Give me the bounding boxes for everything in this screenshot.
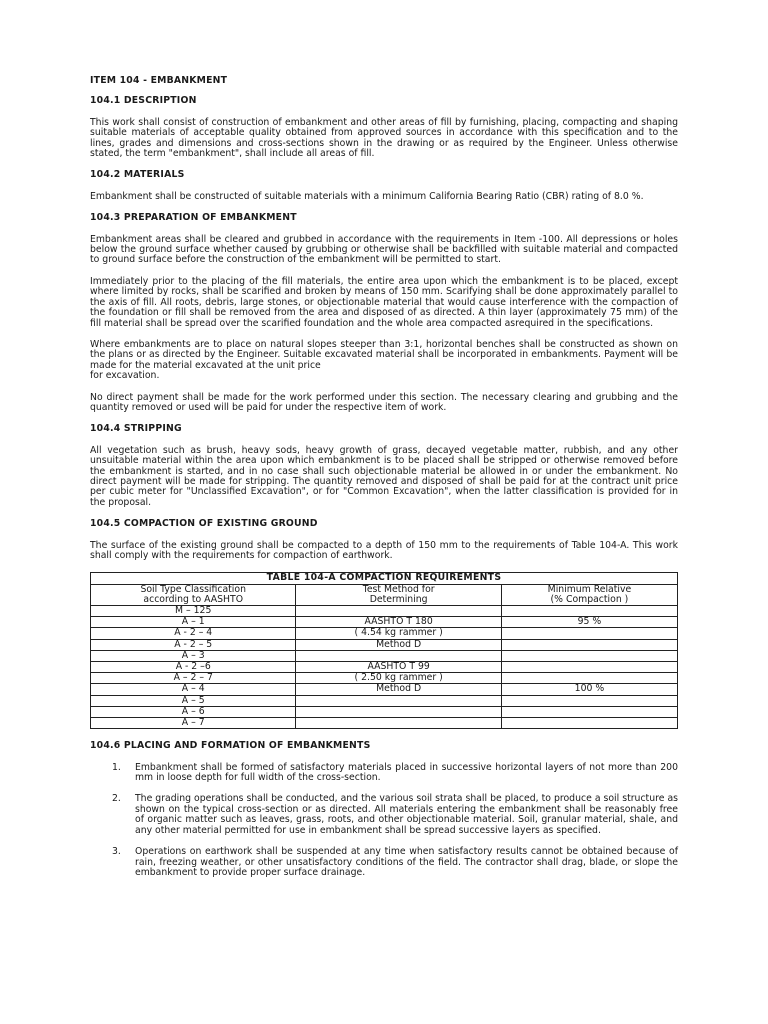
table-header-test-method [296, 584, 501, 605]
table-row [91, 662, 678, 673]
table-row [91, 617, 678, 628]
paragraph-preparation-3-tail: for excavation. [90, 370, 160, 382]
table-cell-soil: A - 2 – 4 [91, 628, 296, 639]
list-item-number: 1. [112, 761, 121, 773]
list-item [90, 794, 678, 836]
table-cell-method [296, 706, 501, 717]
table-cell-method [296, 695, 501, 706]
table-cell-soil: A – 1 [91, 617, 296, 628]
paragraph-preparation-4: No direct payment shall be made for the work performed under this section. The necessary clearing and grubbing and the quantity removed or used will be paid for under the respective item of work. [90, 391, 678, 413]
table-header-min-compaction [501, 584, 677, 605]
table-cell-soil: A – 4 [91, 684, 296, 695]
list-item-text: Operations on earthwork shall be suspended at any time when satisfactory results cannot be obtained because of rain, freezing weather, or other unsatisfactory conditions of the field. The contractor shall drag, blade, or slope the embankment to provide proper surface drainage. [135, 846, 678, 878]
table-cell-soil: M – 125 [91, 606, 296, 617]
list-item-number: 2. [112, 793, 121, 805]
item-title: ITEM 104 - EMBANKMENT [90, 75, 228, 86]
table-row [91, 628, 678, 639]
table-cell-soil: A - 2 –6 [91, 662, 296, 673]
table-cell-method: ( 4.54 kg rammer ) [296, 628, 501, 639]
table-cell-min [501, 606, 677, 617]
table-cell-min [501, 662, 677, 673]
section-heading-preparation: 104.3 PREPARATION OF EMBANKMENT [90, 212, 297, 224]
table-cell-min [501, 706, 677, 717]
document-page [90, 76, 678, 889]
paragraph-compaction: The surface of the existing ground shall be compacted to a depth of 150 mm to the requirements of Table 104-A. This work shall comply with the requirements for compaction of earthwork. [90, 539, 678, 561]
table-cell-min [501, 718, 677, 729]
table-cell-min: 100 % [501, 684, 677, 695]
table-cell-soil: A – 5 [91, 695, 296, 706]
table-cell-method: Method D [296, 684, 501, 695]
table-cell-soil: A – 2 – 7 [91, 673, 296, 684]
paragraph-preparation-3-main: Where embankments are to place on natural slopes steeper than 3:1, horizontal benches shall be constructed as shown on the plans or as directed by the Engineer. Suitable excavated material shall be incorporated in embankments. Payment will be made for the material excavated at the unit price [90, 338, 678, 371]
table-row [91, 706, 678, 717]
table-row [91, 673, 678, 684]
paragraph-description: This work shall consist of construction of embankment and other areas of fill by furnishing, placing, compacting and shaping suitable materials of acceptable quality obtained from approved sources in accordance with this specification and to the lines, grades and dimensions and cross-sections shown in the drawing or as required by the Engineer. Unless otherwise stated, the term "embankment", shall include all areas of fill. [90, 116, 678, 160]
table-cell-min [501, 628, 677, 639]
table-cell-method: AASHTO T 99 [296, 662, 501, 673]
table-row [91, 684, 678, 695]
table-row [91, 639, 678, 650]
paragraph-stripping: All vegetation such as brush, heavy sods, heavy growth of grass, decayed vegetable matter, rubbish, and any other unsuitable material within the area upon which embankment is to be placed shall be stripped or otherwise removed before the embankment is started, and in no case shall such objectionable material be allowed in or under the embankment. No direct payment will be made for stripping. The quantity removed and disposed of shall be paid for at the contract unit price per cubic meter for "Unclassified Excavation", or for "Common Excavation", when the latter classification is provided for in the proposal. [90, 444, 678, 508]
table-caption: TABLE 104-A COMPACTION REQUIREMENTS [91, 573, 678, 584]
table-cell-soil: A – 3 [91, 650, 296, 661]
list-item-text: Embankment shall be formed of satisfactory materials placed in successive horizontal layers of not more than 200 mm in loose depth for full width of the cross-section. [135, 761, 678, 784]
table-row [91, 695, 678, 706]
table-row [91, 606, 678, 617]
table-cell-method [296, 718, 501, 729]
paragraph-preparation-1: Embankment areas shall be cleared and grubbed in accordance with the requirements in Item -100. All depressions or holes below the ground surface whether caused by grubbing or otherwise shall be backfilled with suitable material and compacted to ground surface before the construction of the embankment will be permitted to start. [90, 233, 678, 266]
section-heading-compaction: 104.5 COMPACTION OF EXISTING GROUND [90, 518, 318, 530]
table-cell-method [296, 650, 501, 661]
table-header-test-method-line2: Determining [369, 593, 428, 605]
table-cell-soil: A - 2 – 5 [91, 639, 296, 650]
compaction-requirements-table [90, 572, 678, 729]
section-heading-stripping: 104.4 STRIPPING [90, 423, 182, 435]
table-row [91, 718, 678, 729]
table-header-soil-type [91, 584, 296, 605]
table-header-test-method-line1: Test Method for [362, 583, 435, 595]
table-header-min-compaction-line2: (% Compaction ) [550, 593, 629, 605]
table-header-soil-type-line1: Soil Type Classification [140, 583, 246, 595]
placing-requirements-list [90, 763, 678, 879]
table-cell-min [501, 673, 677, 684]
list-item-text: The grading operations shall be conducted, and the various soil strata shall be placed, to produce a soil structure as shown on the typical cross-section or as directed. All materials entering the embankment shall be reasonably free of organic matter such as leaves, grass, roots, and other objectionable material. Soil, granular material, shale, and any other material permitted for use in embankment shall be spread successive layers as specified. [135, 793, 678, 836]
table-row [91, 650, 678, 661]
section-heading-placing: 104.6 PLACING AND FORMATION OF EMBANKMENTS [90, 740, 371, 752]
list-item-number: 3. [112, 846, 121, 858]
table-cell-method [296, 606, 501, 617]
table-cell-min [501, 695, 677, 706]
table-cell-soil: A – 7 [91, 718, 296, 729]
table-cell-min: 95 % [501, 617, 677, 628]
paragraph-materials: Embankment shall be constructed of suitable materials with a minimum California Bearing Ratio (CBR) rating of 8.0 %. [90, 190, 644, 202]
table-header-soil-type-line2: according to AASHTO [143, 593, 244, 605]
table-cell-soil: A – 6 [91, 706, 296, 717]
table-cell-min [501, 650, 677, 661]
section-heading-materials: 104.2 MATERIALS [90, 169, 185, 181]
table-cell-method: ( 2.50 kg rammer ) [296, 673, 501, 684]
list-item [90, 847, 678, 878]
table-cell-min [501, 639, 677, 650]
list-item [90, 763, 678, 784]
table-cell-method: AASHTO T 180 [296, 617, 501, 628]
section-heading-description: 104.1 DESCRIPTION [90, 95, 197, 107]
paragraph-preparation-2: Immediately prior to the placing of the fill materials, the entire area upon which the embankment is to be placed, except where limited by rocks, shall be scarified and broken by means of 150 mm. Scarifying shall be done approximately parallel to the axis of fill. All roots, debris, large stones, or objectionable material that would cause interference with the compaction of the foundation or fill shall be removed from the area and disposed of as directed. A thin layer (approximately 75 mm) of the fill material shall be spread over the scarified foundation and the whole area compacted asrequired in the specifications. [90, 275, 678, 329]
table-cell-method: Method D [296, 639, 501, 650]
paragraph-preparation-3 [90, 340, 678, 382]
table-header-min-compaction-line1: Minimum Relative [547, 583, 632, 595]
